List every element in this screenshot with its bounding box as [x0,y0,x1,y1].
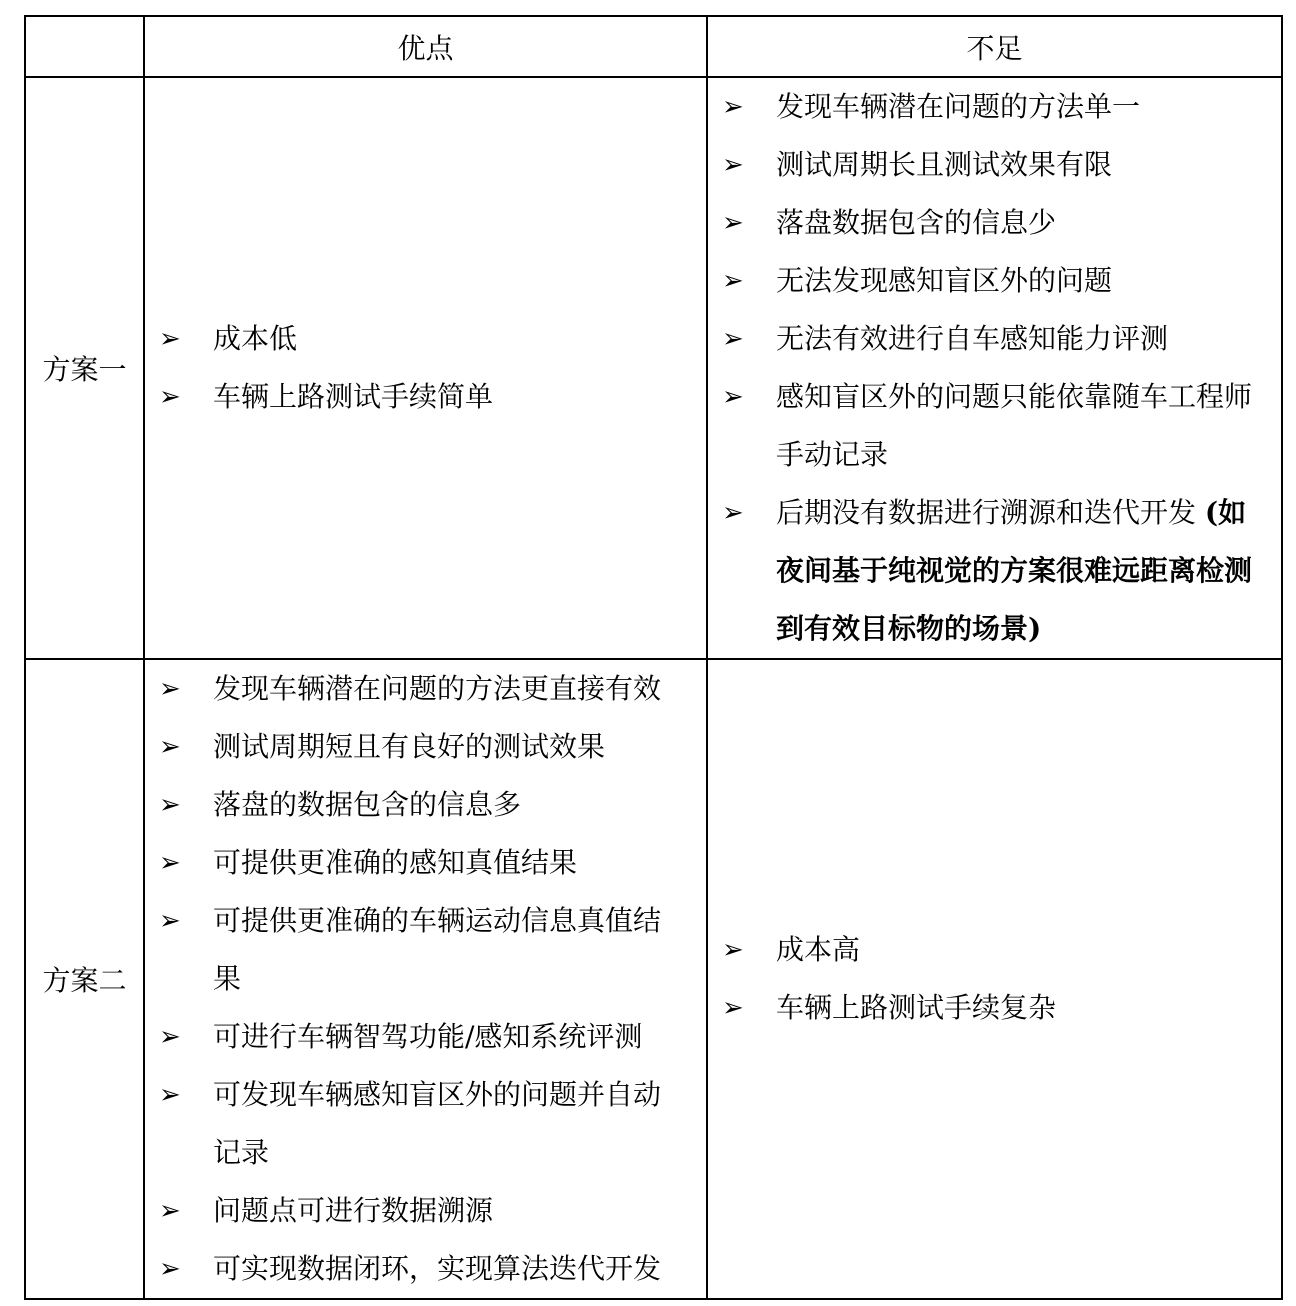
plan-one-cons-list [708,78,1281,658]
list-item: ➢ 问题点可进行数据溯源 [159,1182,688,1240]
list-item: ➢ 发现车辆潜在问题的方法单一 [722,78,1263,136]
arrow-bullet-icon: ➢ [722,498,744,528]
plan-one-pros-list [145,310,706,426]
arrow-bullet-icon: ➢ [159,1254,181,1284]
list-item: ➢ 无法发现感知盲区外的问题 [722,252,1263,310]
arrow-bullet-icon: ➢ [159,1022,181,1052]
arrow-bullet-icon: ➢ [722,382,744,412]
list-item: ➢ 后期没有数据进行溯源和迭代开发 (如夜间基于纯视觉的方案很难远距离检测到有效目标物的场景) [722,484,1263,658]
header-corner-cell [25,16,144,77]
header-cons: 不足 [707,16,1282,77]
plan-one-pros-cell [144,77,707,659]
plan-two-label: 方案二 [25,659,144,1299]
comparison-table [24,15,1283,1300]
list-item: ➢ 车辆上路测试手续简单 [159,368,688,426]
header-pros: 优点 [144,16,707,77]
arrow-bullet-icon: ➢ [722,324,744,354]
list-item: ➢ 落盘数据包含的信息少 [722,194,1263,252]
list-item: ➢ 可实现数据闭环，实现算法迭代开发 [159,1240,688,1298]
cons-note-bold: (如夜间基于纯视觉的方案很难远距离检测到有效目标物的场景) [776,496,1253,645]
list-item: ➢ 发现车辆潜在问题的方法更直接有效 [159,660,688,718]
list-item: ➢ 可提供更准确的车辆运动信息真值结果 [159,892,688,1008]
list-item: ➢ 车辆上路测试手续复杂 [722,979,1263,1037]
arrow-bullet-icon: ➢ [722,150,744,180]
arrow-bullet-icon: ➢ [159,382,181,412]
list-item: ➢ 成本高 [722,921,1263,979]
arrow-bullet-icon: ➢ [159,848,181,878]
plan-two-cons-cell [707,659,1282,1299]
plan-two-pros-cell [144,659,707,1299]
arrow-bullet-icon: ➢ [159,732,181,762]
arrow-bullet-icon: ➢ [159,790,181,820]
plan-two-cons-list [708,921,1281,1037]
arrow-bullet-icon: ➢ [159,324,181,354]
plan-two-pros-list [145,660,706,1298]
list-item: ➢ 感知盲区外的问题只能依靠随车工程师手动记录 [722,368,1263,484]
header-row [25,16,1282,77]
list-item: ➢ 可进行车辆智驾功能/感知系统评测 [159,1008,688,1066]
arrow-bullet-icon: ➢ [722,92,744,122]
list-item: ➢ 测试周期短且有良好的测试效果 [159,718,688,776]
arrow-bullet-icon: ➢ [722,935,744,965]
list-item: ➢ 测试周期长且测试效果有限 [722,136,1263,194]
arrow-bullet-icon: ➢ [159,1080,181,1110]
plan-one-row [25,77,1282,659]
list-item: ➢ 成本低 [159,310,688,368]
arrow-bullet-icon: ➢ [159,674,181,704]
plan-one-label: 方案一 [25,77,144,659]
arrow-bullet-icon: ➢ [159,1196,181,1226]
list-item: ➢ 可提供更准确的感知真值结果 [159,834,688,892]
list-item: ➢ 可发现车辆感知盲区外的问题并自动记录 [159,1066,688,1182]
list-item: ➢ 落盘的数据包含的信息多 [159,776,688,834]
arrow-bullet-icon: ➢ [722,266,744,296]
arrow-bullet-icon: ➢ [159,906,181,936]
arrow-bullet-icon: ➢ [722,208,744,238]
list-item: ➢ 无法有效进行自车感知能力评测 [722,310,1263,368]
plan-one-cons-cell [707,77,1282,659]
arrow-bullet-icon: ➢ [722,993,744,1023]
plan-two-row [25,659,1282,1299]
